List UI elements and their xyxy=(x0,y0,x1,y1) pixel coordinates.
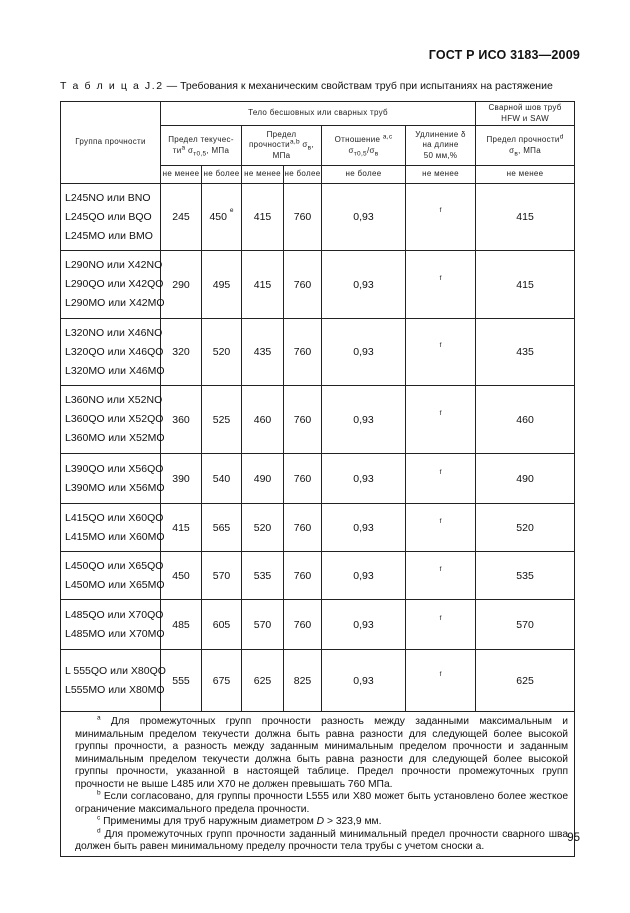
header-tensile-a: Предел xyxy=(266,129,297,139)
tensile-min-cell: 415 xyxy=(242,184,284,251)
elongation-footnote: f xyxy=(439,274,442,282)
weld-tensile-cell: 535 xyxy=(476,552,575,600)
header-ratio-sub2: в xyxy=(374,150,379,158)
grade-name: L485QO или X70QO xyxy=(65,608,164,621)
header-weld-tensile xyxy=(476,126,575,166)
footnote-mark: d xyxy=(97,827,101,835)
header-pipe-body: Тело бесшовных или сварных труб xyxy=(161,102,476,126)
elongation-footnote: f xyxy=(439,468,442,476)
footnote-text: Применимы для труб наружным диаметром xyxy=(100,816,317,827)
weld-tensile-cell: 570 xyxy=(476,600,575,650)
elongation-footnote: f xyxy=(439,409,442,417)
header-tensile-min: не менее xyxy=(242,166,284,184)
table-row xyxy=(61,504,575,552)
yield-max-cell: 675 xyxy=(202,650,242,712)
grade-cell xyxy=(61,319,165,386)
tensile-min-cell: 570 xyxy=(242,600,284,650)
yield-max-footnote: e xyxy=(229,207,234,214)
yield-min-cell: 555 xyxy=(161,650,202,712)
header-yield-sub: т0,5 xyxy=(193,150,207,158)
yield-max-cell: 525 xyxy=(202,386,242,454)
weld-tensile-cell: 460 xyxy=(476,386,575,454)
header-ratio-sym1: σ xyxy=(348,145,354,155)
yield-max-cell: 540 xyxy=(202,454,242,504)
table-row xyxy=(61,184,575,251)
header-weld-line1: Сварной шов труб xyxy=(488,103,562,112)
table-row xyxy=(61,552,575,600)
elongation-cell xyxy=(406,319,476,386)
footnote-b xyxy=(75,791,568,816)
page-number: 95 xyxy=(567,832,580,844)
yield-max-cell xyxy=(202,184,242,251)
grade-name: L415MO или X60MO xyxy=(65,530,165,543)
table-title-prefix: Т а б л и ц а J.2 xyxy=(60,80,164,92)
yield-min-cell: 415 xyxy=(161,504,202,552)
elongation-cell xyxy=(406,504,476,552)
table-row xyxy=(61,386,575,454)
grade-cell xyxy=(61,454,165,504)
yield-max-cell: 495 xyxy=(202,251,242,319)
header-yield-sym: σ xyxy=(187,145,194,155)
header-yield-min: не менее xyxy=(161,166,202,184)
grade-cell xyxy=(61,504,165,552)
tensile-min-cell: 435 xyxy=(242,319,284,386)
yield-min-cell: 290 xyxy=(161,251,202,319)
tensile-max-cell: 760 xyxy=(284,600,322,650)
header-weld-tensile-sym: σ xyxy=(509,145,515,155)
header-tensile-sub: в xyxy=(307,144,312,152)
yield-max-cell: 565 xyxy=(202,504,242,552)
grade-name: L360NO или X52NO xyxy=(65,394,163,406)
weld-tensile-cell: 625 xyxy=(476,650,575,712)
grade-name: L360MO или X52MO xyxy=(65,432,165,444)
header-yield-b: ти xyxy=(172,145,182,155)
table-title xyxy=(60,80,553,92)
header-ratio-sup: a,c xyxy=(382,133,393,141)
elongation-cell xyxy=(406,600,476,650)
elongation-footnote: f xyxy=(439,565,442,573)
grade-name: L485MO или X70MO xyxy=(65,627,165,640)
header-weld-line2: HFW и SAW xyxy=(501,113,549,123)
elongation-cell xyxy=(406,386,476,454)
header-elong-b: на длине xyxy=(422,140,459,150)
ratio-cell: 0,93 xyxy=(322,319,406,386)
mechanical-properties-table xyxy=(60,101,575,857)
elongation-footnote: f xyxy=(439,670,442,678)
weld-tensile-cell: 520 xyxy=(476,504,575,552)
tensile-max-cell: 760 xyxy=(284,552,322,600)
tensile-min-cell: 415 xyxy=(242,251,284,319)
ratio-cell: 0,93 xyxy=(322,184,406,251)
elongation-cell xyxy=(406,552,476,600)
header-tensile-unit: МПа xyxy=(272,150,291,160)
grade-name: L360QO или X52QO xyxy=(65,413,164,425)
yield-min-cell: 245 xyxy=(161,184,202,251)
grade-name: L390MO или X56MO xyxy=(65,481,165,494)
grade-name: L415QO или X60QO xyxy=(65,511,164,524)
tensile-min-cell: 520 xyxy=(242,504,284,552)
ratio-cell: 0,93 xyxy=(322,552,406,600)
header-weld xyxy=(476,102,575,126)
grade-name: L245QO или BQO xyxy=(65,210,152,223)
grade-name: L555MO или X80MO xyxy=(65,683,165,696)
tensile-max-cell: 760 xyxy=(284,454,322,504)
ratio-cell: 0,93 xyxy=(322,650,406,712)
ratio-cell: 0,93 xyxy=(322,251,406,319)
table-title-text: — Требования к механическим свойствам труб при испытаниях на растяжение xyxy=(163,80,553,92)
header-weld-tensile-unit: , МПа xyxy=(518,145,541,155)
grade-name: L450QO или X65QO xyxy=(65,559,164,572)
footnote-mark: a xyxy=(97,714,101,722)
yield-max-cell: 605 xyxy=(202,600,242,650)
header-yield-strength xyxy=(161,126,242,166)
footnote-mark: b xyxy=(97,789,101,797)
header-elong-a: Удлинение δ xyxy=(415,129,466,139)
grade-cell xyxy=(61,600,165,650)
elongation-cell xyxy=(406,454,476,504)
table-row xyxy=(61,650,575,712)
grade-cell xyxy=(61,552,165,600)
tensile-max-cell: 760 xyxy=(284,386,322,454)
tensile-min-cell: 625 xyxy=(242,650,284,712)
header-weld-tensile-a: Предел прочности xyxy=(486,135,560,144)
footnote-text: Для промежуточных групп прочности разность между заданными максимальным и минимальным пределом текучести должна быть равна разности для следующей более высокой группы прочности, а разность между заданным минимальным пределом прочности и заданным минимальным пределом текучести должна быть равна разности для следующей более высокой группы прочности, указанной в настоящей таблице. Предел прочности промежуточных групп прочности не выше L485 или X70 не должен превышать 760 МПа. xyxy=(75,716,569,790)
header-tensile-max: не более xyxy=(284,166,322,184)
header-tensile-sup: a,b xyxy=(289,138,300,146)
footnote-text: > 323,9 мм. xyxy=(324,816,382,827)
yield-min-cell: 390 xyxy=(161,454,202,504)
elongation-footnote: f xyxy=(439,342,442,349)
tensile-max-cell: 760 xyxy=(284,504,322,552)
elongation-footnote: f xyxy=(439,207,442,214)
table-row xyxy=(61,600,575,650)
elongation-cell xyxy=(406,251,476,319)
grade-name: L450MO или X65MO xyxy=(65,578,165,591)
elongation-cell xyxy=(406,184,476,251)
header-ratio-sub1: т0,5 xyxy=(353,150,367,158)
yield-max-cell: 570 xyxy=(202,552,242,600)
header-yield-sup: а xyxy=(181,143,186,151)
tensile-max-cell: 760 xyxy=(284,319,322,386)
weld-tensile-cell: 415 xyxy=(476,251,575,319)
footnote-a xyxy=(75,716,568,791)
elongation-cell xyxy=(406,650,476,712)
yield-min-cell: 320 xyxy=(161,319,202,386)
weld-tensile-cell: 490 xyxy=(476,454,575,504)
tensile-min-cell: 490 xyxy=(242,454,284,504)
ratio-cell: 0,93 xyxy=(322,386,406,454)
tensile-max-cell: 825 xyxy=(284,650,322,712)
tensile-max-cell: 760 xyxy=(284,184,322,251)
elongation-footnote: f xyxy=(439,517,442,525)
grade-name: L320MO или X46MO xyxy=(65,364,165,377)
tensile-max-cell: 760 xyxy=(284,251,322,319)
table-row xyxy=(61,454,575,504)
header-yield-max: не более xyxy=(202,166,242,184)
header-elong-c: 50 мм,% xyxy=(423,150,458,160)
header-ratio xyxy=(322,126,406,166)
weld-tensile-cell: 435 xyxy=(476,319,575,386)
table-row xyxy=(61,251,575,319)
ratio-cell: 0,93 xyxy=(322,454,406,504)
weld-tensile-cell: 415 xyxy=(476,184,575,251)
standard-header: ГОСТ Р ИСО 3183—2009 xyxy=(428,48,580,62)
header-tensile-b: прочности xyxy=(249,140,290,150)
grade-name: L245MO или BMO xyxy=(65,229,153,242)
grade-name: L290QO или X42QO xyxy=(65,278,164,290)
grade-cell xyxy=(61,650,166,712)
ratio-cell: 0,93 xyxy=(322,504,406,552)
grade-name: L390QO или X56QO xyxy=(65,462,164,475)
footnotes-row xyxy=(61,712,575,857)
yield-max-value: 450 xyxy=(209,211,227,223)
footnote-mark: c xyxy=(97,814,101,822)
grade-name: L290NO или X42NO xyxy=(65,259,163,271)
grade-name: L320QO или X46QO xyxy=(65,345,164,358)
grade-name: L 555QO или X80QO xyxy=(65,664,166,677)
grade-cell xyxy=(61,251,165,319)
elongation-footnote: f xyxy=(439,614,442,622)
header-tensile-strength: Предел прочности$^{a,b}$ $\sigma_в$, МПа xyxy=(242,126,322,166)
header-yield-a: Предел текучес- xyxy=(168,135,234,144)
header-ratio-max: не более xyxy=(322,166,406,184)
header-tensile-sym: σ xyxy=(302,140,308,150)
grade-name: L290MO или X42MO xyxy=(65,297,165,309)
header-weld-min: не менее xyxy=(476,166,575,184)
footnote-variable: D xyxy=(316,816,325,827)
grade-name: L245NO или BNO xyxy=(65,191,151,204)
header-ratio-sym2: /σ xyxy=(366,145,375,155)
table-row xyxy=(61,319,575,386)
yield-min-cell: 450 xyxy=(161,552,202,600)
header-weld-tensile-sup: d xyxy=(559,133,564,141)
header-group: Группа прочности xyxy=(61,102,161,184)
header-yield-unit: , МПа xyxy=(206,145,230,155)
header-elong-min: не менее xyxy=(406,166,476,184)
grade-name: L320NO или X46NO xyxy=(65,326,163,339)
yield-min-cell: 485 xyxy=(161,600,202,650)
footnote-c xyxy=(75,816,568,829)
grade-cell xyxy=(61,386,165,454)
footnote-text: Если согласовано, для группы прочности L555 или X80 может быть установлено более жесткое ограничение максимального предела прочности. xyxy=(75,791,569,815)
header-ratio-a: Отношение xyxy=(334,135,381,144)
yield-min-cell: 360 xyxy=(161,386,202,454)
ratio-cell: 0,93 xyxy=(322,600,406,650)
footnotes-cell xyxy=(61,712,575,857)
header-weld-tensile-sub: в xyxy=(514,150,519,158)
yield-max-cell: 520 xyxy=(202,319,242,386)
tensile-min-cell: 460 xyxy=(242,386,284,454)
grade-cell xyxy=(61,184,161,251)
tensile-min-cell: 535 xyxy=(242,552,284,600)
header-elongation xyxy=(406,126,476,166)
footnote-d xyxy=(75,829,568,854)
footnote-text: Для промежуточных групп прочности заданный минимальный предел прочности сварного шва должен быть равен минимальному пределу прочности тела трубы с учетом сноски a. xyxy=(75,828,569,852)
